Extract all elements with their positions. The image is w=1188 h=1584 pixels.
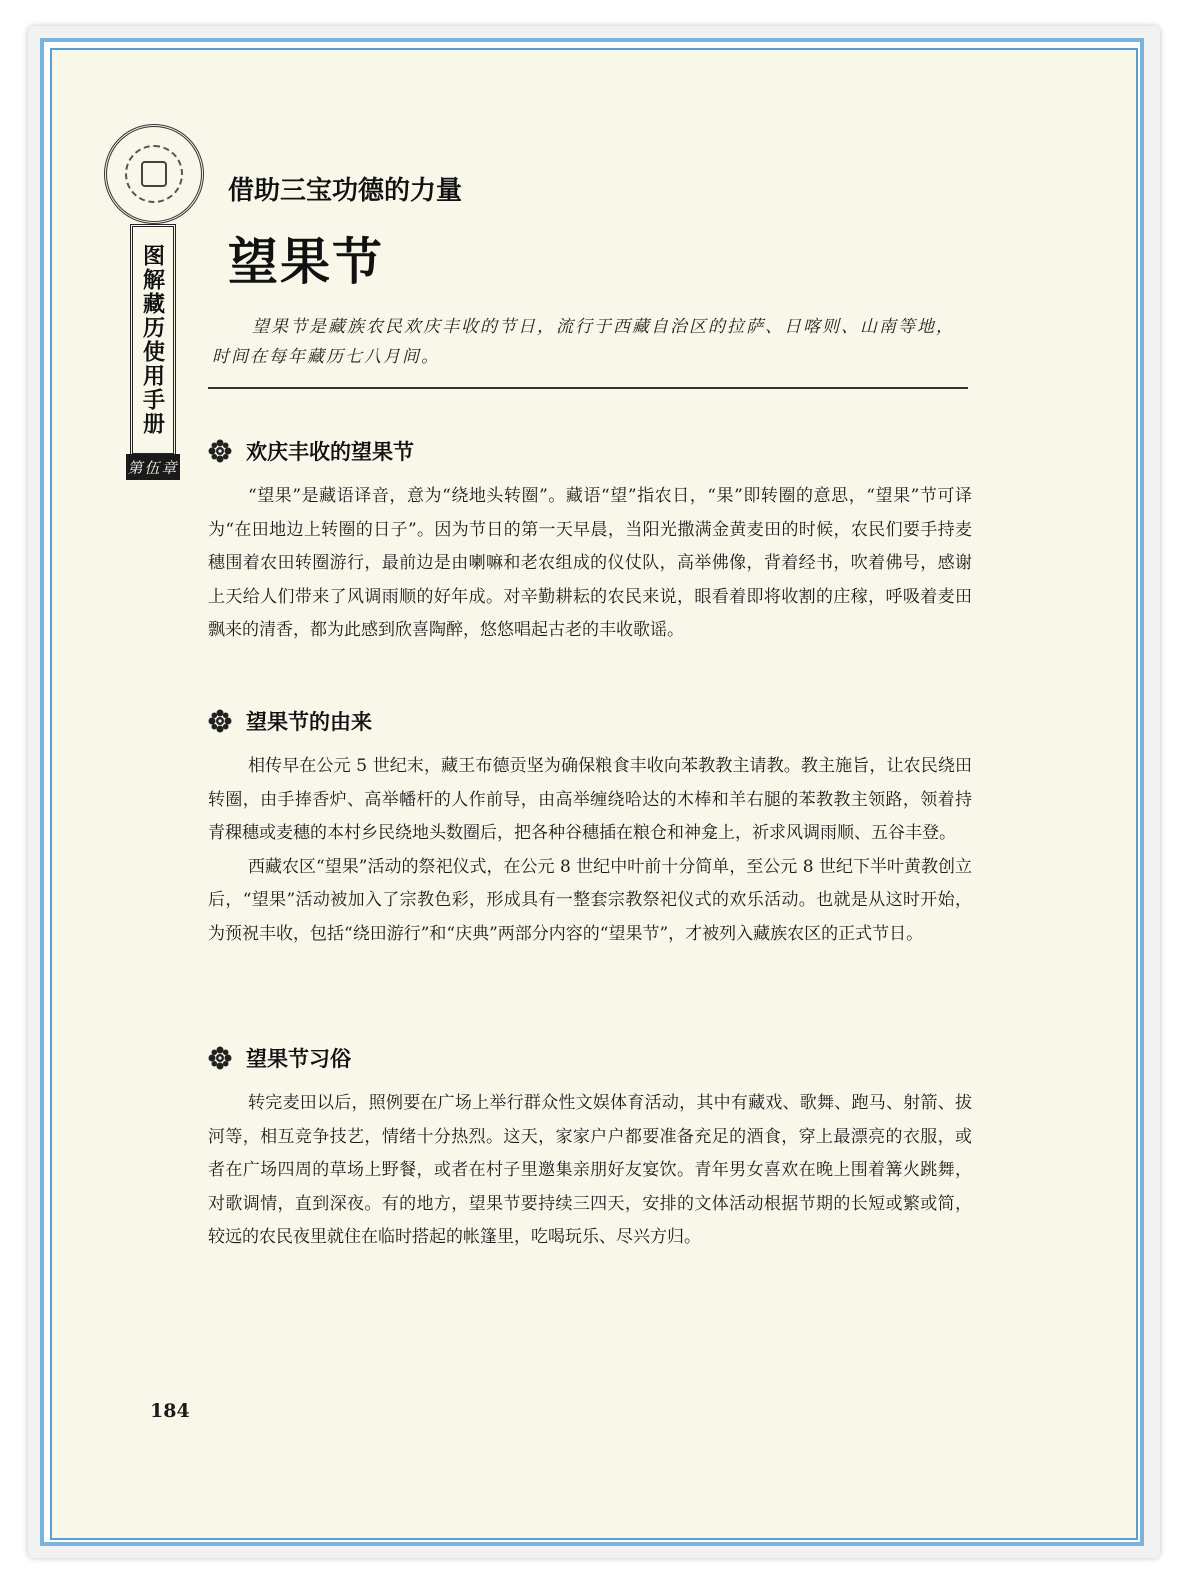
- section-heading: [208, 1043, 972, 1073]
- page-supertitle: 借助三宝功德的力量: [228, 176, 463, 206]
- flower-bullet-icon: [208, 1046, 232, 1070]
- series-title-box: [130, 224, 176, 456]
- page-number: 184: [150, 1400, 190, 1422]
- intro-text: 望果节是藏族农民欢庆丰收的节日，流行于西藏自治区的拉萨、日喀则、山南等地，时间在每年藏历七八月间。: [212, 317, 955, 367]
- section-origin: [208, 706, 972, 951]
- paragraph: 西藏农区“望果”活动的祭祀仪式，在公元 8 世纪中叶前十分简单，至公元 8 世纪下半叶黄教创立后，“望果”活动被加入了宗教色彩，形成具有一整套宗教祭祀仪式的欢乐活动。也就是从这时开始，为预祝丰收，包括“绕田游行”和“庆典”两部分内容的“望果节”，才被列入藏族农区的正式节日。: [208, 856, 972, 944]
- series-title: 图解藏历使用手册: [139, 244, 166, 436]
- section-heading: [208, 706, 972, 736]
- section-heading-text: 望果节的由来: [246, 710, 372, 734]
- paragraph: 转完麦田以后，照例要在广场上举行群众性文娱体育活动，其中有藏戏、歌舞、跑马、射箭、拔河等，相互竞争技艺，情绪十分热烈。这天，家家户户都要准备充足的酒食，穿上最漂亮的衣服，或者在广场四周的草场上野餐，或者在村子里邀集亲朋好友宴饮。青年男女喜欢在晚上围着篝火跳舞，对歌调情，直到深夜。有的地方，望果节要持续三四天，安排的文体活动根据节期的长短或繁或简，较远的农民夜里就住在临时搭起的帐篷里，吃喝玩乐、尽兴方归。: [208, 1093, 972, 1247]
- seal-emblem-icon: [104, 124, 204, 224]
- section-customs: [208, 1043, 972, 1255]
- chapter-tag: 第伍章: [126, 454, 180, 480]
- flower-bullet-icon: [208, 709, 232, 733]
- section-heading-text: 欢庆丰收的望果节: [246, 440, 414, 464]
- divider: [208, 387, 968, 389]
- emblem-core: [141, 161, 167, 187]
- section-celebration: [208, 436, 972, 648]
- paragraph: “望果”是藏语译音，意为“绕地头转圈”。藏语“望”指农日，“果”即转圈的意思，“望果”节可译为“在田地边上转圈的日子”。因为节日的第一天早晨，当阳光撒满金黄麦田的时候，农民们要手持麦穗围着农田转圈游行，最前边是由喇嘛和老农组成的仪仗队，高举佛像，背着经书，吹着佛号，感谢上天给人们带来了风调雨顺的好年成。对辛勤耕耘的农民来说，眼看着即将收割的庄稼，呼吸着麦田飘来的清香，都为此感到欣喜陶醉，悠悠唱起古老的丰收歌谣。: [208, 486, 972, 640]
- section-heading: [208, 436, 972, 466]
- flower-bullet-icon: [208, 439, 232, 463]
- page-title: 望果节: [228, 233, 384, 291]
- section-heading-text: 望果节习俗: [246, 1047, 351, 1071]
- paragraph: 相传早在公元 5 世纪末，藏王布德贡坚为确保粮食丰收向苯教教主请教。教主施旨，让农民绕田转圈，由手捧香炉、高举幡杆的人作前导，由高举缠绕哈达的木棒和羊右腿的苯教教主领路，领着持青稞穗或麦穗的本村乡民绕地头数圈后，把各种谷穗插在粮仓和神龛上，祈求风调雨顺、五谷丰登。: [208, 756, 972, 843]
